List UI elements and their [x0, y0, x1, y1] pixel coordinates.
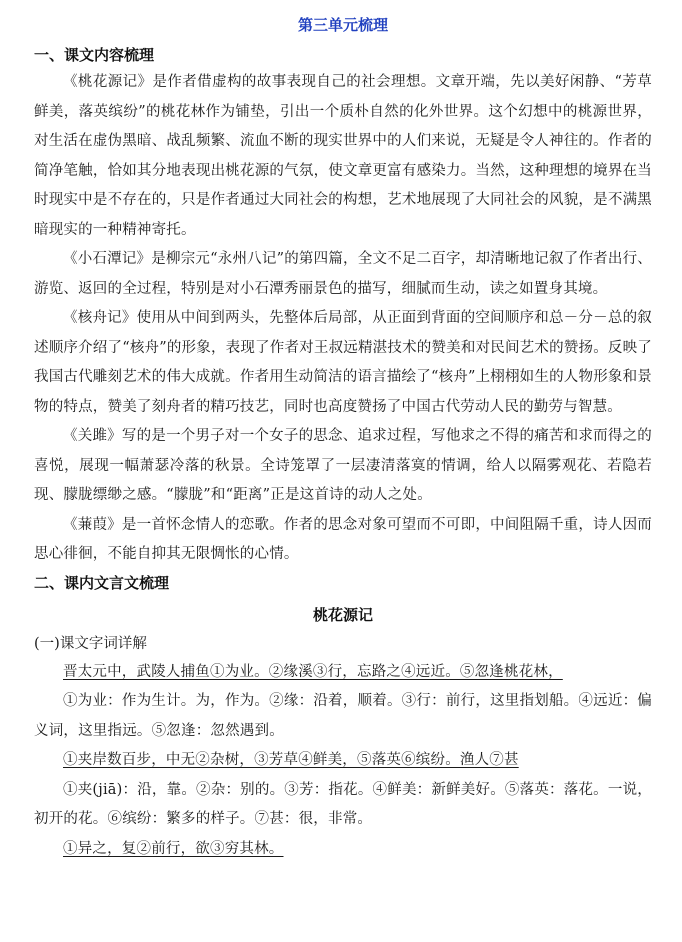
- section-heading-classical-review: 二、课内文言文梳理: [34, 573, 170, 592]
- paragraph-jianjia: 《蒹葭》是一首怀念情人的恋歌。作者的思念对象可望而不可即，中间阻隔千重，诗人因而思心徘徊，不能自抑其无限惆怅的心情。: [34, 516, 652, 562]
- section-heading-content-review: 一、课文内容梳理: [34, 46, 155, 64]
- paragraph-xiaoshitanji: 《小石潭记》是柳宗元“永州八记”的第四篇，全文不足二百字，却清晰地记叙了作者出行、游览、返回的全过程，特别是对小石潭秀丽景色的描写，细腻而生动，读之如置身其境。: [34, 251, 652, 297]
- original-text-line: [34, 746, 652, 776]
- subsection-heading-vocab: (一)课文字词详解: [34, 635, 147, 652]
- paragraph-hezhouji: 《核舟记》使用从中间到两头，先整体后局部，从正面到背面的空间顺序和总－分－总的叙述顺序介绍了“核舟”的形象，表现了作者对王叔远精湛技术的赞美和对民间艺术的赞扬。反映了我国古代雕刻艺术的伟大成就。作者用生动简洁的语言描绘了“核舟”上栩栩如生的人物形象和景物的特点，赞美了刻舟者的精巧技艺，同时也高度赞扬了中国古代劳动人民的勤劳与智慧。: [34, 310, 652, 415]
- annotation-line: ①为业：作为生计。为，作为。②缘：沿着，顺着。③行：前行，这里指划船。④远近：偏义词，这里指远。⑤忽逢：忽然遇到。: [34, 693, 652, 739]
- paragraph-taohuayuanji: 《桃花源记》是作者借虚构的故事表现自己的社会理想。文章开端，先以美好闲静、“芳草鲜美，落英缤纷”的桃花林作为铺垫，引出一个质朴自然的化外世界。这个幻想中的桃源世界，对生活在虚伪黑暗、战乱频繁、流血不断的现实世界中的人们来说，无疑是令人神往的。作者的简净笔触，恰如其分地表现出桃花源的气氛，使文章更富有感染力。当然，这种理想的境界在当时现实中是不存在的，只是作者通过大同社会的构想，艺术地展现了大同社会的风貌，是不满黑暗现实的一种精神寄托。: [34, 74, 652, 238]
- original-text-underlined: ①夹岸数百步，中无②杂树，③芳草④鲜美，⑤落英⑥缤纷。渔人⑦甚: [63, 752, 519, 768]
- paragraph-guanju: 《关雎》写的是一个男子对一个女子的思念、追求过程，写他求之不得的痛苦和求而得之的喜悦，展现一幅萧瑟冷落的秋景。全诗笼罩了一层凄清落寞的情调，给人以隔雾观花、若隐若现、朦胧缥缈之感。“朦胧”和“距离”正是这首诗的动人之处。: [34, 428, 652, 503]
- annotation-line: ①夹(jiā)：沿，靠。②杂：别的。③芳：指花。④鲜美：新鲜美好。⑤落英：落花。一说，初开的花。⑥缤纷：繁多的样子。⑦甚：很，非常。: [34, 781, 652, 827]
- original-text-underlined: 晋太元中，武陵人捕鱼①为业。②缘溪③行，忘路之④远近。⑤忽逢桃花林，: [63, 663, 563, 680]
- original-text-underlined: ①异之，复②前行，欲③穷其林。: [63, 840, 284, 857]
- original-text-line: [34, 658, 652, 688]
- text-title-taohuayuanji: 桃花源记: [312, 605, 373, 624]
- original-text-line: [34, 835, 652, 865]
- page-title: 第三单元梳理: [297, 16, 388, 34]
